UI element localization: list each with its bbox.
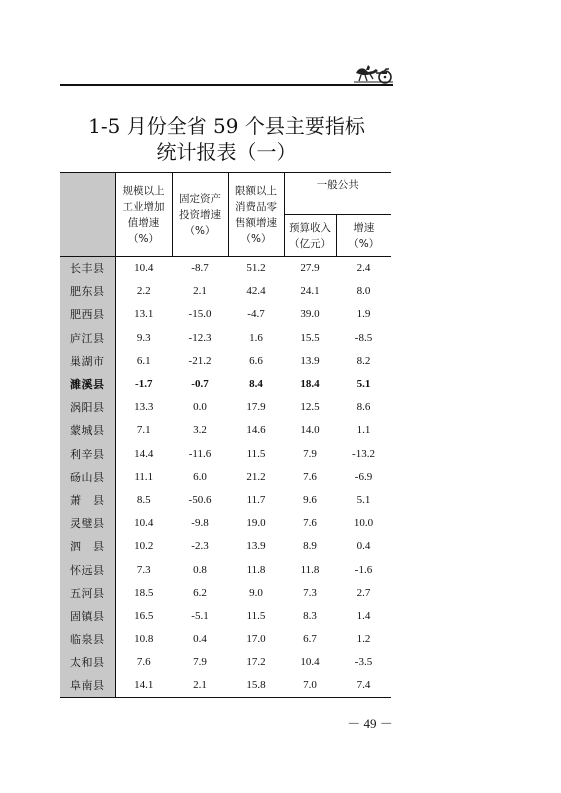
retail-growth-cell: 14.6 [246,424,266,437]
industry-growth-cell: 16.5 [134,609,154,622]
revenue-cell: 10.4 [300,656,320,669]
revenue-growth-cell: 1.1 [356,424,371,437]
revenue-cell: 14.0 [300,424,320,437]
revenue-growth-cell: 5.1 [356,378,371,391]
investment-growth-cell: -2.3 [191,540,209,553]
industry-growth-cell: 9.3 [136,331,151,344]
investment-growth-cell: -9.8 [191,517,209,530]
retail-growth-cell: 21.2 [246,470,266,483]
header-rule [60,84,393,86]
investment-growth-cell: 3.2 [193,424,207,437]
retail-growth-cell: 11.5 [246,447,266,460]
industry-growth-cell: 13.1 [134,308,154,321]
table-row [60,349,391,372]
county-name: 太和县 [60,651,115,674]
revenue-cell: 12.5 [300,401,320,414]
table-row [60,581,391,604]
revenue-growth-cell: -3.5 [354,656,373,669]
county-name: 长丰县 [60,257,115,280]
industry-growth-cell: 10.4 [134,262,154,275]
revenue-cell: 8.9 [303,540,317,553]
retail-growth-cell: 17.2 [246,656,266,669]
industry-growth-cell: 10.4 [134,517,154,530]
industry-growth-cell: 10.8 [134,633,154,646]
industry-growth-cell: 2.2 [136,285,151,298]
industry-growth-cell: 7.6 [136,656,151,669]
revenue-growth-cell: 8.2 [356,354,371,367]
industry-growth-cell: -1.7 [135,378,153,391]
table-row [60,604,391,627]
county-indicator-table [60,172,391,698]
investment-growth-cell: 0.0 [193,401,207,414]
header-budget-revenue: 一般公共 [284,173,391,215]
county-name: 萧 县 [60,488,115,511]
county-name: 利辛县 [60,442,115,465]
table-row [60,419,391,442]
county-name: 蒙城县 [60,419,115,442]
revenue-cell: 8.3 [303,609,317,622]
revenue-growth-cell: 10.0 [353,517,374,530]
investment-growth-cell: -21.2 [188,354,212,367]
county-name: 砀山县 [60,465,115,488]
header-retail-growth: 限额以上 消费品零 售额增速 （%） [228,173,284,257]
county-name: 临泉县 [60,628,115,651]
retail-growth-cell: 6.6 [249,354,263,367]
revenue-growth-cell: 2.7 [356,586,371,599]
county-name: 五河县 [60,581,115,604]
industry-growth-cell: 7.3 [136,563,151,576]
table-row [60,512,391,535]
investment-growth-cell: 2.1 [193,285,207,298]
table-row [60,651,391,674]
industry-growth-cell: 14.4 [134,447,154,460]
retail-growth-cell: 11.7 [246,493,266,506]
table-row [60,558,391,581]
retail-growth-cell: 19.0 [246,517,266,530]
county-name: 涡阳县 [60,396,115,419]
revenue-cell: 9.6 [303,493,317,506]
retail-growth-cell: -4.7 [247,308,265,321]
retail-growth-cell: 42.4 [246,285,266,298]
table-row [60,465,391,488]
investment-growth-cell: -50.6 [188,493,212,506]
county-name: 庐江县 [60,326,115,349]
county-name: 灵璧县 [60,512,115,535]
table-row [60,303,391,326]
investment-growth-cell: 0.4 [193,633,207,646]
revenue-growth-cell: -8.5 [354,331,373,344]
revenue-cell: 15.5 [300,331,320,344]
county-name: 濉溪县 [60,372,115,395]
industry-growth-cell: 14.1 [115,674,172,697]
revenue-growth-cell: 0.4 [356,540,371,553]
industry-growth-cell: 13.3 [134,401,154,414]
table-row [60,372,391,395]
investment-growth-cell: -8.7 [191,262,209,275]
header-corner [60,173,115,257]
revenue-cell: 13.9 [300,354,320,367]
table-row [60,257,391,280]
table-row [60,674,391,697]
county-name: 肥东县 [60,280,115,303]
revenue-growth-cell: -13.2 [352,447,375,460]
table-row [60,628,391,651]
header-industry-growth: 规模以上 工业增加 值增速 （%） [115,173,172,257]
industry-growth-cell: 10.2 [134,540,154,553]
table-row [60,396,391,419]
header-investment-growth: 固定资产 投资增速 （%） [172,173,228,257]
investment-growth-cell: 6.2 [193,586,207,599]
investment-growth-cell: 0.8 [193,563,207,576]
table-row [60,535,391,558]
investment-growth-cell: 6.0 [193,470,207,483]
revenue-growth-cell: -1.6 [354,563,373,576]
retail-growth-cell: 1.6 [249,331,263,344]
header-revenue-growth: 增速 （%） [336,215,391,257]
revenue-cell: 7.9 [303,447,317,460]
county-name: 肥西县 [60,303,115,326]
revenue-cell: 7.6 [303,470,317,483]
investment-growth-cell: -0.7 [191,378,209,391]
investment-growth-cell: -12.3 [188,331,212,344]
page-number: － 49 － [347,716,393,731]
horse-chariot-logo [352,61,394,85]
revenue-growth-cell: -6.9 [354,470,373,483]
revenue-cell: 27.9 [300,262,320,275]
investment-growth-cell: -5.1 [191,609,209,622]
table-row [60,488,391,511]
retail-growth-cell: 51.2 [246,262,266,275]
revenue-growth-cell: 7.4 [336,674,391,697]
investment-growth-cell: -11.6 [188,447,212,460]
retail-growth-cell: 11.8 [246,563,266,576]
revenue-cell: 7.0 [284,674,336,697]
revenue-cell: 39.0 [300,308,320,321]
revenue-growth-cell: 1.4 [356,609,371,622]
table-row [60,326,391,349]
table-row [60,280,391,303]
retail-growth-cell: 15.8 [228,674,284,697]
table-row [60,442,391,465]
header-revenue-amount: 预算收入 （亿元） [284,215,336,257]
industry-growth-cell: 7.1 [136,424,151,437]
investment-growth-cell: -15.0 [188,308,212,321]
county-name: 阜南县 [60,674,115,697]
investment-growth-cell: 2.1 [172,674,228,697]
retail-growth-cell: 9.0 [249,586,263,599]
industry-growth-cell: 6.1 [136,354,151,367]
revenue-cell: 6.7 [303,633,317,646]
revenue-cell: 7.6 [303,517,317,530]
industry-growth-cell: 11.1 [134,470,154,483]
page-title-line2: 统计报表（一） [156,140,297,164]
retail-growth-cell: 8.4 [249,378,263,391]
retail-growth-cell: 17.9 [246,401,266,414]
revenue-cell: 11.8 [300,563,320,576]
page-title-line1: 1-5 月份全省 59 个县主要指标 [88,114,365,138]
county-name: 怀远县 [60,558,115,581]
revenue-growth-cell: 1.2 [356,633,371,646]
industry-growth-cell: 18.5 [134,586,154,599]
revenue-growth-cell: 5.1 [356,493,371,506]
revenue-growth-cell: 8.0 [356,285,371,298]
retail-growth-cell: 17.0 [246,633,266,646]
retail-growth-cell: 13.9 [246,540,266,553]
county-name: 巢湖市 [60,349,115,372]
retail-growth-cell: 11.5 [246,609,266,622]
revenue-growth-cell: 1.9 [356,308,371,321]
revenue-cell: 7.3 [303,586,317,599]
revenue-cell: 24.1 [300,285,320,298]
revenue-cell: 18.4 [300,378,320,391]
county-name: 泗 县 [60,535,115,558]
county-name: 固镇县 [60,604,115,627]
revenue-growth-cell: 2.4 [356,262,371,275]
revenue-growth-cell: 8.6 [356,401,371,414]
industry-growth-cell: 8.5 [136,493,151,506]
investment-growth-cell: 7.9 [193,656,207,669]
